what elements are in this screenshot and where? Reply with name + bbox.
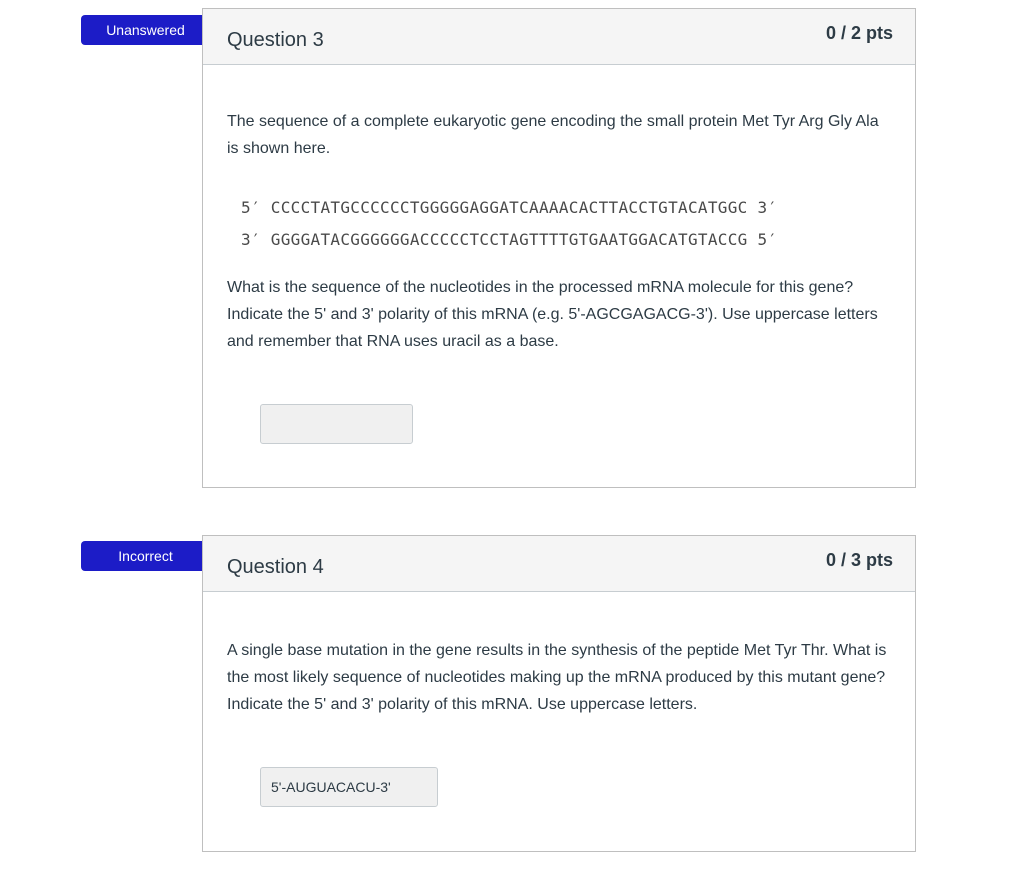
dna-sequence-top-strand: 5′ CCCCTATGCCCCCCTGGGGGAGGATCAAAACACTTACCTGTACATGGC 3′ [241,198,778,217]
answer-input[interactable] [260,404,413,444]
answer-input[interactable] [260,767,438,807]
question-intro-text: The sequence of a complete eukaryotic gene encoding the small protein Met Tyr Arg Gly Ala is shown here. [227,113,879,157]
dna-sequence-bottom-strand: 3′ GGGGATACGGGGGGACCCCCTCCTAGTTTTGTGAATGGACATGTACCG 5′ [241,230,778,249]
question-points: 0 / 2 pts [825,23,893,43]
question-prompt-text: A single base mutation in the gene results in the synthesis of the peptide Met Tyr Thr. What is the most likely sequence of nucleotides making up the mRNA produced by this mutant gene? Indicate the 5' and 3' polarity of this mRNA. Use uppercase letters. [227,642,887,713]
question-card [202,535,916,852]
question-header [203,9,915,65]
status-badge-unanswered: Unanswered [81,15,210,45]
question-card [202,8,916,488]
status-badge-incorrect: Incorrect [81,541,210,571]
question-prompt-text: What is the sequence of the nucleotides in the processed mRNA molecule for this gene? Indicate the 5' and 3' polarity of this mRNA (e.g. 5'-AGCGAGACG-3'). Use uppercase letters and remember that RNA uses uracil as a base. [227,279,878,350]
question-header [203,536,915,592]
question-title: Question 3 [227,29,324,51]
question-points: 0 / 3 pts [825,550,893,570]
question-title: Question 4 [227,556,324,578]
